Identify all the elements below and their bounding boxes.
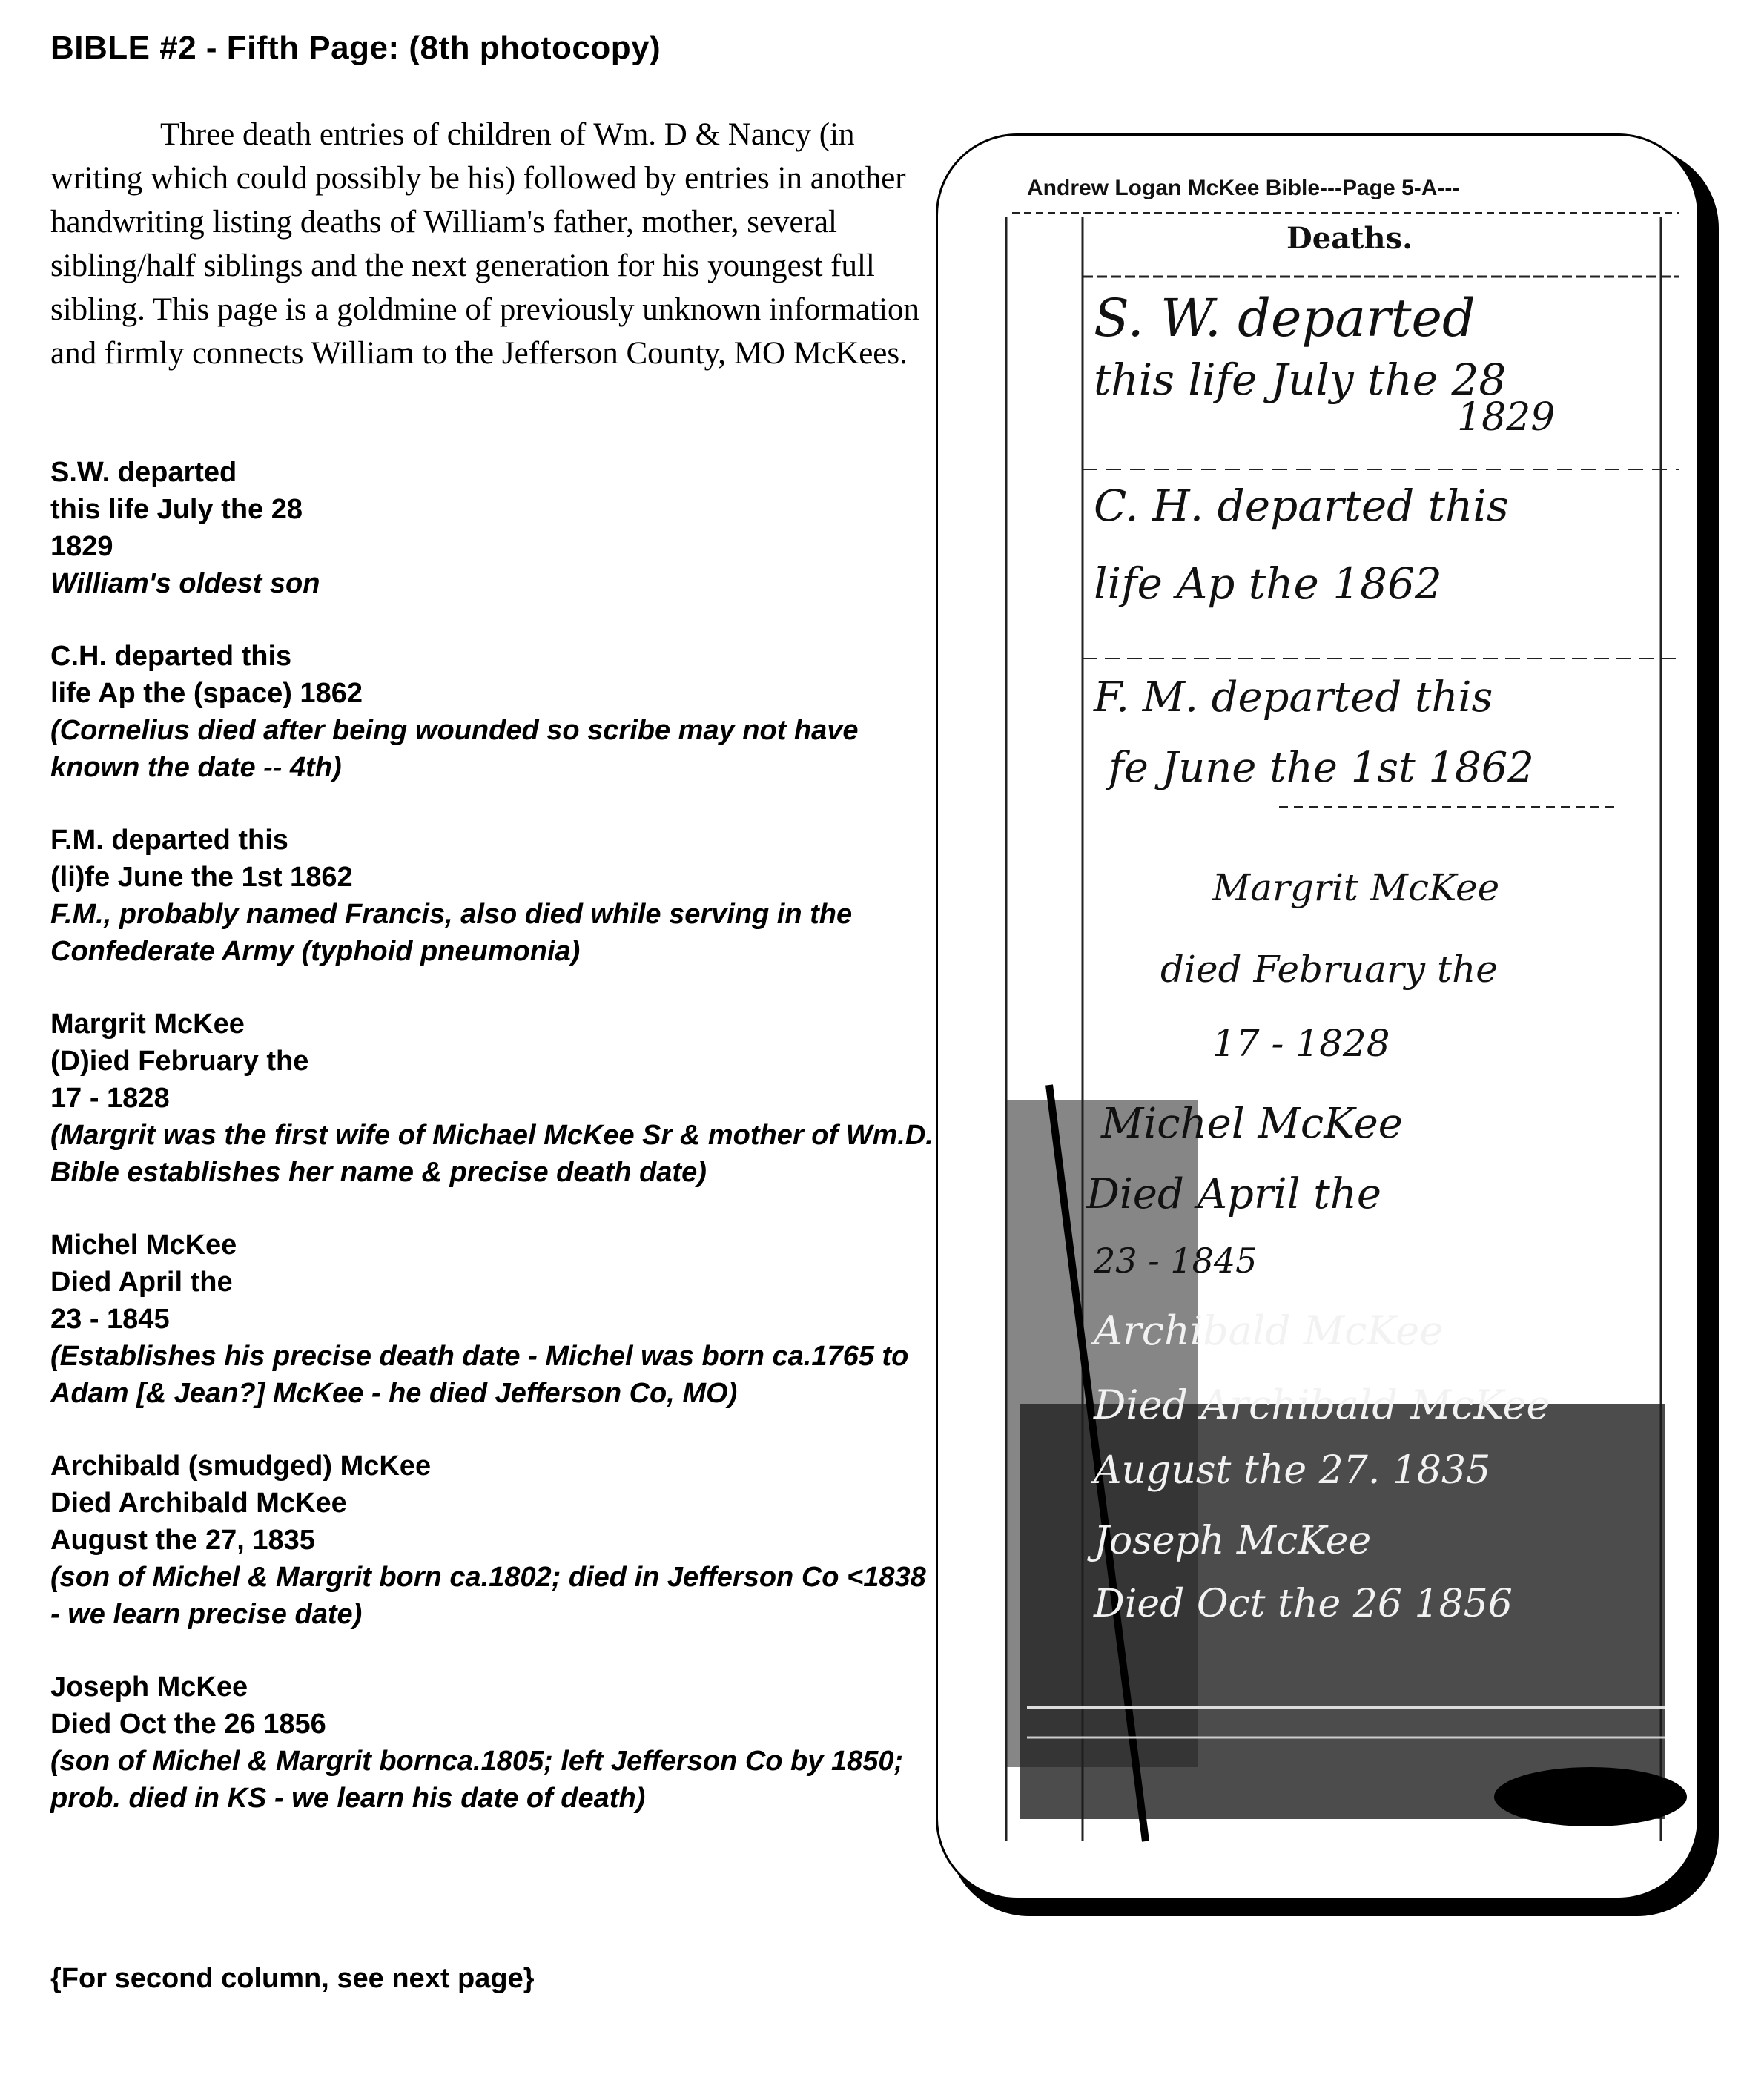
entry-transcription-line: S.W. departed [50, 457, 237, 488]
entry-transcription-line: Died Oct the 26 1856 [50, 1709, 326, 1740]
entry-note: (Margrit was the first wife of Michael McKee Sr & mother of Wm.D. Bible establishes her name & precise death date) [50, 1120, 934, 1188]
entry-transcription-line: Archibald (smudged) McKee [50, 1450, 432, 1482]
entry-note: (Establishes his precise death date - Michel was born ca.1765 to Adam [& Jean?] McKee - he died Jefferson Co, MO) [50, 1341, 909, 1409]
handwritten-line: Joseph McKee [1094, 1519, 1372, 1563]
handwritten-line: Died April the [1086, 1170, 1381, 1218]
entry-note: (Cornelius died after being wounded so scribe may not have known the date -- 4th) [50, 715, 859, 783]
entry-note: (son of Michel & Margrit born ca.1802; died in Jefferson Co <1838 - we learn precise date) [50, 1562, 926, 1630]
entry-transcription-line: 17 - 1828 [50, 1083, 170, 1114]
handwritten-line: 1829 [1457, 395, 1556, 440]
entry-transcription-line: August the 27, 1835 [50, 1525, 315, 1556]
death-entries [50, 454, 940, 1852]
bible-photocopy-image [936, 133, 1699, 1900]
photocopy-header: Andrew Logan McKee Bible---Page 5-A--- [1027, 176, 1460, 200]
handwritten-line: this life July the 28 [1094, 354, 1507, 405]
entry-transcription-line: life Ap the (space) 1862 [50, 678, 363, 709]
handwritten-line: August the 27. 1835 [1094, 1448, 1491, 1493]
deaths-heading: Deaths. [1286, 221, 1413, 256]
intro-text: Three death entries of children of Wm. D & Nancy (in writing which could possibly be his) followed by entries in another handwriting listing deaths of William's father, mother, several sibling/half siblings and the next generation for his youngest full sibling. This page is a goldmine of previously unknown information and firmly connects William to the Jefferson County, MO McKees. [50, 117, 920, 371]
entry-transcription-line: Michel McKee [50, 1230, 237, 1261]
death-entry [50, 1006, 940, 1191]
entry-note: William's oldest son [50, 568, 320, 599]
entry-transcription-line: Died Archibald McKee [50, 1488, 347, 1519]
handwritten-line: 23 - 1845 [1094, 1241, 1258, 1281]
handwritten-line: S. W. departed [1094, 288, 1476, 349]
entry-transcription-line: F.M. departed this [50, 825, 288, 856]
death-entry [50, 1227, 940, 1412]
handwritten-line: fe June the 1st 1862 [1109, 744, 1534, 792]
page-title: BIBLE #2 - Fifth Page: (8th photocopy) [50, 30, 661, 66]
entry-transcription-line: C.H. departed this [50, 641, 292, 672]
death-entry [50, 822, 940, 970]
entry-transcription-line: Joseph McKee [50, 1671, 248, 1703]
handwritten-line: F. M. departed this [1094, 673, 1493, 722]
handwritten-line: C. H. departed this [1094, 481, 1509, 531]
entry-transcription-line: 23 - 1845 [50, 1304, 170, 1335]
entry-transcription-line: Margrit McKee [50, 1009, 245, 1040]
handwritten-line: 17 - 1828 [1212, 1022, 1390, 1065]
entry-transcription-line: (D)ied February the [50, 1046, 309, 1077]
handwritten-line: life Ap the 1862 [1094, 558, 1442, 609]
entry-transcription-line: 1829 [50, 531, 113, 562]
handwritten-line: Archibald McKee [1094, 1307, 1444, 1354]
intro-paragraph [50, 113, 933, 375]
handwritten-line: Michel McKee [1101, 1100, 1403, 1148]
entry-note: F.M., probably named Francis, also died while serving in the Confederate Army (typhoid pneumonia) [50, 899, 853, 967]
handwritten-line: Died Archibald McKee [1094, 1382, 1550, 1428]
footer-note: {For second column, see next page} [50, 1963, 535, 1994]
entry-transcription-line: this life July the 28 [50, 494, 303, 525]
death-entry [50, 1669, 940, 1817]
death-entry [50, 454, 940, 602]
entry-transcription-line: (li)fe June the 1st 1862 [50, 862, 353, 893]
death-entry [50, 1448, 940, 1633]
handwritten-line: Died Oct the 26 1856 [1094, 1582, 1513, 1626]
death-entry [50, 638, 940, 786]
entry-transcription-line: Died April the [50, 1267, 233, 1298]
entry-note: (son of Michel & Margrit bornca.1805; left Jefferson Co by 1850; prob. died in KS - we learn his date of death) [50, 1746, 904, 1814]
handwritten-line: Margrit McKee [1212, 866, 1500, 909]
handwritten-line: died February the [1160, 948, 1498, 991]
